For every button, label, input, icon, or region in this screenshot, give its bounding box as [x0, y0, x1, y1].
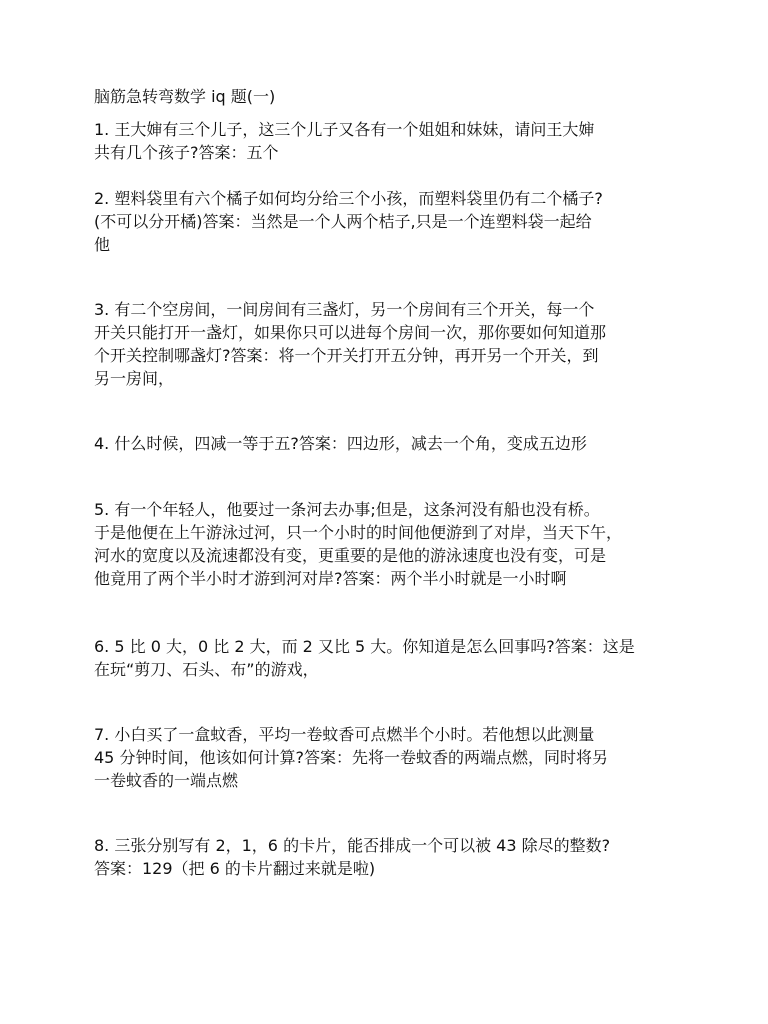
question-item-1: 1. 王大婶有三个儿子，这三个儿子又各有一个姐姐和妹妹，请问王大婶 共有几个孩子?答案：五个: [94, 120, 595, 162]
question-item-8: 8. 三张分别写有 2，1，6 的卡片，能否排成一个可以被 43 除尽的整数? 答案：129（把 6 的卡片翻过来就是啦): [94, 836, 611, 878]
document-page: [94, 86, 694, 880]
question-item-2: 2. 塑料袋里有六个橘子如何均分给三个小孩，而塑料袋里仍有二个橘子? (不可以分开橘)答案：当然是一个人两个桔子,只是一个连塑料袋一起给 他: [94, 189, 603, 254]
question-item-6: 6. 5 比 0 大，0 比 2 大，而 2 又比 5 大。你知道是怎么回事吗?答案：这是 在玩“剪刀、石头、布”的游戏，: [94, 637, 635, 679]
question-item-4: 4. 什么时候，四减一等于五?答案：四边形，减去一个角，变成五边形: [94, 434, 587, 453]
question-item-7: 7. 小白买了一盒蚊香，平均一卷蚊香可点燃半个小时。若他想以此测量 45 分钟时间，他该如何计算?答案：先将一卷蚊香的两端点燃，同时将另 一卷蚊香的一端点燃: [94, 725, 608, 790]
question-item-3: 3. 有二个空房间，一间房间有三盏灯，另一个房间有三个开关，每一个 开关只能打开一盏灯，如果你只可以进每个房间一次，那你要如何知道那 个开关控制哪盏灯?答案：将一个开关打开五分钟，再开另一个开关，到 另一房间，: [94, 300, 607, 388]
document-title: 脑筋急转弯数学 iq 题(一): [94, 87, 276, 106]
question-item-5: 5. 有一个年轻人，他要过一条河去办事;但是，这条河没有船也没有桥。 于是他便在上午游泳过河，只一个小时的时间他便游到了对岸，当天下午， 河水的宽度以及流速都没有变，更重要的是他的游泳速度也没有变，可是 他竟用了两个半小时才游到河对岸?答案：两个半小时就是一小时啊: [94, 500, 623, 588]
